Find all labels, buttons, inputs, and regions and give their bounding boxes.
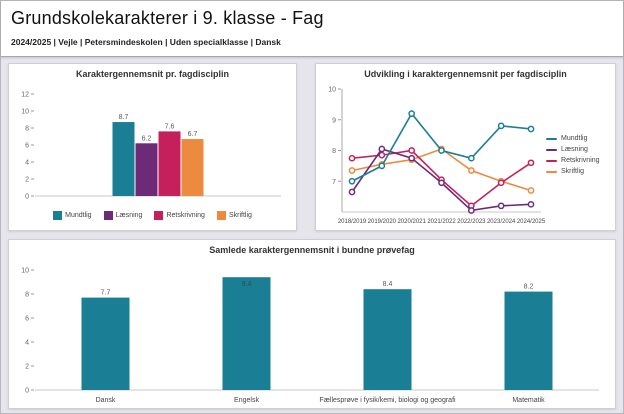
x-tick-label: 2018/2019: [337, 219, 367, 225]
y-tick-label: 10: [21, 108, 29, 116]
data-point-retskrivning[interactable]: [409, 148, 414, 153]
data-point-læsning[interactable]: [528, 202, 533, 207]
legend-item-læsning[interactable]: [546, 146, 612, 153]
bar-value-label: 7.6: [164, 123, 175, 131]
bottom-charts-row: [8, 239, 616, 409]
chart-title-fagdisciplin: Karaktergennemsnit pr. fagdisciplin: [75, 69, 230, 79]
legend-label: Mundtlig: [561, 135, 588, 142]
x-tick-label: 2021/2022: [427, 219, 456, 225]
legend-swatch-icon: [546, 149, 557, 151]
data-point-læsning[interactable]: [499, 203, 504, 208]
panel-karaktergennemsnit-fagdisciplin: [8, 63, 297, 231]
y-tick-label: 0: [25, 387, 29, 395]
x-category-label: Dansk: [95, 397, 116, 404]
y-tick-label: 8: [25, 125, 29, 133]
y-tick-label: 2: [25, 363, 29, 371]
legend-item-retskrivning[interactable]: [154, 211, 205, 220]
bar-skriftlig[interactable]: [182, 139, 204, 196]
udvikling-legend: [546, 135, 614, 175]
legend-swatch-icon: [104, 211, 113, 220]
x-category-label: Fællesprøve i fysik/kemi, biologi og geografi: [319, 397, 456, 404]
y-tick-label: 12: [21, 91, 29, 99]
x-category-label: Engelsk: [234, 397, 259, 404]
x-tick-label: 2019/2020: [367, 219, 397, 225]
x-tick-label: 2024/2025: [516, 219, 546, 225]
legend-label: Læsning: [115, 211, 143, 219]
panel-udvikling-karaktergennemsnit: [315, 63, 616, 231]
udvikling-chart-body: [316, 82, 615, 228]
legend-label: Skriftlig: [228, 211, 252, 219]
legend-item-mundtlig[interactable]: [546, 135, 612, 142]
provefag-bar-chart[interactable]: [9, 258, 613, 406]
y-tick-label: 4: [25, 339, 29, 347]
bar-retskrivning[interactable]: [159, 131, 181, 196]
data-point-skriftlig[interactable]: [349, 168, 354, 173]
y-tick-label: 0: [25, 193, 29, 201]
data-point-skriftlig[interactable]: [469, 168, 474, 173]
data-point-læsning[interactable]: [349, 189, 354, 194]
report-filters-breadcrumb: 2024/2025 | Vejle | Petersmindeskolen | Uden specialklasse | Dansk: [11, 37, 281, 47]
data-point-skriftlig[interactable]: [528, 188, 533, 193]
data-point-retskrivning[interactable]: [499, 180, 504, 185]
top-charts-row: [8, 63, 616, 231]
data-point-læsning[interactable]: [409, 156, 414, 161]
udvikling-line-chart[interactable]: [316, 82, 546, 228]
y-tick-label: 8: [332, 148, 337, 155]
x-tick-label: 2020/2021: [397, 219, 426, 225]
y-tick-label: 2: [25, 176, 29, 184]
legend-swatch-icon: [217, 211, 226, 220]
bar-engelsk[interactable]: [223, 277, 271, 390]
chart-title-provefag: Samlede karaktergennemsnit i bundne prøvefag: [209, 245, 415, 255]
legend-swatch-icon: [154, 211, 163, 220]
legend-swatch-icon: [546, 160, 557, 162]
data-point-mundtlig[interactable]: [499, 123, 504, 128]
y-tick-label: 7: [332, 178, 337, 186]
legend-item-læsning[interactable]: [104, 211, 143, 220]
y-tick-label: 10: [21, 267, 29, 275]
legend-swatch-icon: [546, 171, 557, 173]
data-point-mundtlig[interactable]: [439, 148, 444, 153]
bar-value-label: 8.4: [382, 281, 393, 289]
data-point-retskrivning[interactable]: [528, 160, 533, 165]
bar-l-sning[interactable]: [136, 143, 158, 196]
bar-value-label: 8.2: [523, 283, 534, 291]
bar-value-label: 9.4: [241, 281, 252, 289]
chart-title-udvikling: Udvikling i karaktergennemsnit per fagdisciplin: [364, 69, 567, 79]
y-tick-label: 6: [25, 315, 29, 323]
bar-value-label: 8.7: [118, 114, 129, 122]
data-point-læsning[interactable]: [439, 180, 444, 185]
data-point-mundtlig[interactable]: [349, 179, 354, 184]
bar-f-llespr-ve-i-fysik-kemi-biologi-og-geografi[interactable]: [364, 289, 412, 390]
data-point-læsning[interactable]: [469, 208, 474, 213]
bar-value-label: 7.7: [100, 289, 111, 297]
data-point-retskrivning[interactable]: [379, 153, 384, 158]
bar-dansk[interactable]: [82, 298, 130, 390]
x-category-label: Matematik: [512, 397, 545, 404]
y-tick-label: 9: [332, 117, 337, 125]
panel-samlede-karaktergennemsnit: [8, 239, 616, 409]
legend-swatch-icon: [546, 138, 557, 140]
fagdisciplin-bar-chart[interactable]: [9, 82, 295, 206]
y-tick-label: 8: [25, 291, 29, 299]
data-point-mundtlig[interactable]: [379, 163, 384, 168]
data-point-læsning[interactable]: [379, 146, 384, 151]
bar-mundtlig[interactable]: [113, 122, 135, 196]
legend-label: Mundtlig: [65, 211, 92, 219]
y-tick-label: 4: [25, 159, 29, 167]
x-tick-label: 2023/2024: [486, 219, 516, 225]
report-header: [1, 1, 623, 57]
x-tick-label: 2022/2023: [457, 219, 486, 225]
legend-item-skriftlig[interactable]: [217, 211, 252, 220]
data-point-mundtlig[interactable]: [528, 126, 533, 131]
legend-label: Læsning: [561, 146, 588, 153]
legend-swatch-icon: [53, 211, 62, 220]
legend-item-mundtlig[interactable]: [53, 211, 91, 220]
legend-label: Retskrivning: [166, 211, 205, 219]
y-tick-label: 10: [328, 86, 337, 94]
page-title: Grundskolekarakterer i 9. klasse - Fag: [11, 8, 324, 28]
data-point-mundtlig[interactable]: [469, 156, 474, 161]
bar-matematik[interactable]: [505, 292, 553, 390]
bar-value-label: 6.2: [141, 135, 152, 143]
legend-item-skriftlig[interactable]: [546, 168, 612, 175]
legend-label: Retskrivning: [561, 157, 600, 164]
bar-value-label: 6.7: [187, 131, 198, 139]
legend-label: Skriftlig: [561, 168, 584, 175]
data-point-mundtlig[interactable]: [409, 111, 414, 116]
data-point-retskrivning[interactable]: [349, 156, 354, 161]
fagdisciplin-legend: [9, 206, 296, 224]
y-tick-label: 6: [25, 142, 29, 150]
legend-item-retskrivning[interactable]: [546, 157, 612, 164]
